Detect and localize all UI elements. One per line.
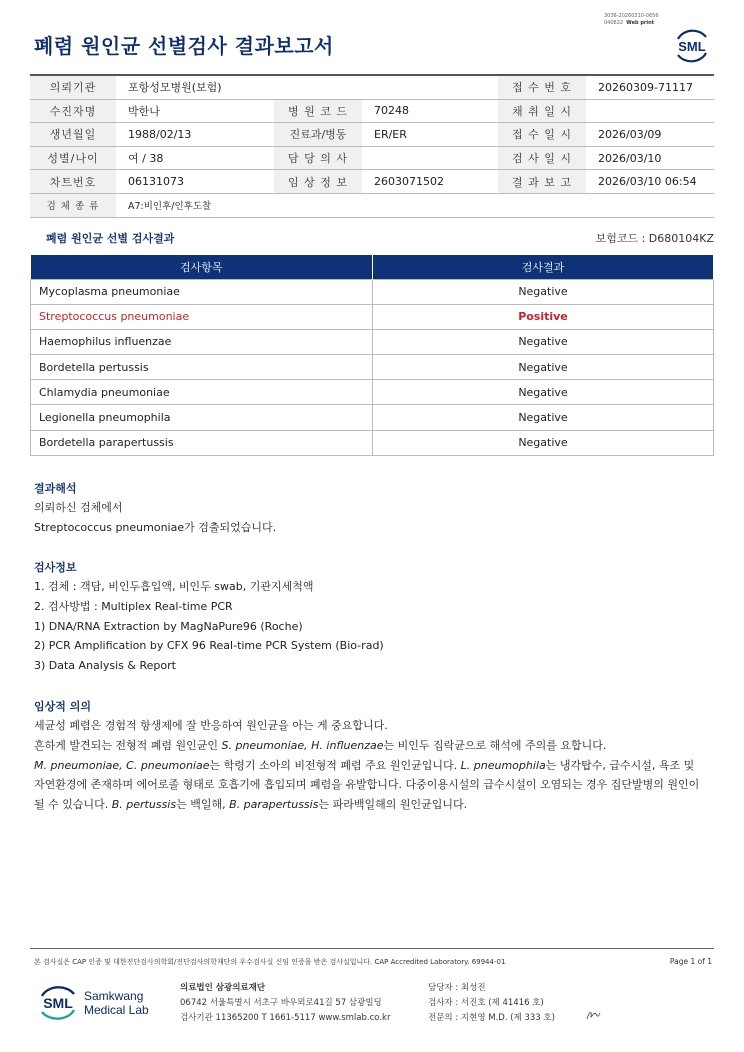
- test-item: Streptococcus pneumoniae: [31, 304, 373, 329]
- test-item: Bordetella parapertussis: [31, 430, 373, 455]
- value-chart-no: 06131073: [128, 175, 184, 189]
- test-result: Negative: [373, 380, 714, 405]
- label-clinical-info: 임 상 정 보: [274, 170, 362, 193]
- label-test-date: 검 사 일 시: [498, 147, 586, 170]
- test-info-text: 1. 검체 : 객담, 비인두흡입액, 비인두 swab, 기관지세척액 2. 검사방법 : Multiplex Real-time PCR 1) DNA/RNA Extraction by MagNaPure96 (Roche) 2) PCR Amplification by CFX 96 Real-time PCR System (Bio-rad) 3) Data Analysis & Report: [34, 580, 384, 673]
- label-department: 진료과/병동: [274, 123, 362, 146]
- label-sex-age: 성별/나이: [30, 147, 116, 170]
- test-item: Bordetella pertussis: [31, 355, 373, 380]
- staff-info: 담당자 : 최성진 검사자 : 서진호 (제 41416 호) 전문의 : 지현영 M.D. (제 333 호): [428, 983, 555, 1023]
- info-row: [30, 123, 714, 147]
- results-table: [30, 255, 714, 456]
- page-number: Page 1 of 1: [669, 957, 712, 966]
- results-header-row: [31, 255, 714, 279]
- accreditation-note: 본 검사실은 CAP 인증 및 대한진단검사의학회/진단검사의학재단의 우수검사실 신임 인증을 받은 검사실입니다. CAP Accredited Laboratory. 69944-01: [34, 958, 506, 966]
- corporation-info: 의료법인 삼광의료재단 06742 서울특별시 서초구 바우뫼로41길 57 삼광빌딩 검사기관 11365200 T 1661-5117 www.smlab.co.kr: [180, 983, 391, 1023]
- label-requesting-org: 의뢰기관: [30, 76, 116, 99]
- info-row: [30, 170, 714, 194]
- test-result: Negative: [373, 430, 714, 455]
- value-report-date: 2026/03/10 06:54: [598, 175, 697, 189]
- test-result: Negative: [373, 355, 714, 380]
- table-row: [31, 430, 714, 455]
- label-doctor: 담 당 의 사: [274, 147, 362, 170]
- header-test-result: 검사결과: [373, 255, 714, 279]
- value-requesting-org: 포항성모병원(보험): [128, 81, 222, 95]
- value-test-date: 2026/03/10: [598, 151, 662, 165]
- label-receipt-date: 접 수 일 시: [498, 123, 586, 146]
- table-row: [31, 405, 714, 430]
- info-row: [30, 100, 714, 124]
- value-sex-age: 여 / 38: [128, 152, 164, 166]
- insurance-code: 보험코드 : D680104KZ: [595, 232, 714, 245]
- header-test-item: 검사항목: [31, 255, 373, 279]
- test-result: Negative: [373, 329, 714, 354]
- value-patient-name: 박한나: [128, 104, 160, 118]
- patient-info-table: [30, 74, 714, 218]
- test-result: Negative: [373, 279, 714, 304]
- clinical-significance-title: 임상적 의의: [34, 700, 91, 713]
- logo-text: SML: [43, 995, 73, 1011]
- test-result-positive: Positive: [373, 304, 714, 329]
- signature-icon: [584, 1008, 602, 1022]
- value-doctor: [362, 147, 498, 170]
- label-specimen-type: 검 체 종 류: [30, 194, 116, 217]
- logo-text: SML: [678, 39, 706, 54]
- samkwang-logo-icon: [36, 982, 80, 1022]
- table-row: [31, 329, 714, 354]
- test-result: Negative: [373, 405, 714, 430]
- table-row: [31, 380, 714, 405]
- label-collection-date: 채 취 일 시: [498, 100, 586, 123]
- label-receipt-no: 접 수 번 호: [498, 76, 586, 99]
- value-receipt-no: 20260309-71117: [598, 80, 693, 94]
- test-item: Haemophilus influenzae: [31, 329, 373, 354]
- value-department: ER/ER: [374, 127, 407, 141]
- value-birthdate: 1988/02/13: [128, 127, 192, 141]
- label-birthdate: 생년월일: [30, 123, 116, 146]
- test-item: Legionella pneumophila: [31, 405, 373, 430]
- label-hospital-code: 병 원 코 드: [274, 100, 362, 123]
- label-report-date: 결 과 보 고: [498, 170, 586, 193]
- footer-divider: [30, 948, 714, 949]
- interpretation-text: 의뢰하신 검체에서 Streptococcus pneumoniae가 검출되었습니다.: [34, 501, 277, 534]
- table-row: [31, 355, 714, 380]
- label-patient-name: 수진자명: [30, 100, 116, 123]
- value-receipt-date: 2026/03/09: [598, 127, 662, 141]
- info-row: [30, 76, 714, 100]
- interpretation-title: 결과해석: [34, 482, 77, 495]
- info-row: [30, 194, 714, 218]
- table-row: [31, 279, 714, 304]
- value-clinical-info: 2603071502: [374, 175, 444, 189]
- table-row: [31, 304, 714, 329]
- results-section-title: 폐렴 원인균 선별 검사결과: [46, 232, 175, 245]
- samkwang-logo-text: Samkwang Medical Lab: [84, 989, 149, 1017]
- info-row: [30, 147, 714, 171]
- value-specimen-type: A7:비인후/인후도찰: [128, 201, 212, 213]
- sml-logo-icon: [672, 26, 712, 64]
- test-item: Chlamydia pneumoniae: [31, 380, 373, 405]
- value-collection-date: [586, 100, 598, 123]
- value-hospital-code: 70248: [374, 104, 409, 118]
- clinical-significance-text: 세균성 폐렴은 경험적 항생제에 잘 반응하여 원인균을 아는 게 중요합니다. 흔하게 발견되는 전형적 폐렴 원인균인 S. pneumoniae, H. influenzae는 비인두 집락균으로 해석에 주의를 요합니다. M. pneumoniae, C. pneumoniae는 학령기 소아의 비전형적 폐렴 주요 원인균입니다. L. pneumophila는 냉각탑수, 급수시설, 욕조 및 자연환경에 존재하며 에어로졸 형태로 호흡기에 흡입되며 폐렴을 유발합니다. 다중이용시설의 급수시설이 오염되는 경우 집단발병의 원인이 될 수 있습니다. B. pertussis는 백일해, B. parapertussis는 파라백일해의 원인균입니다.: [34, 719, 700, 812]
- test-item: Mycoplasma pneumoniae: [31, 279, 373, 304]
- label-chart-no: 차트번호: [30, 170, 116, 193]
- document-id: 3036-20260310-0656 040822 Web print: [604, 13, 659, 26]
- test-info-title: 검사정보: [34, 561, 77, 574]
- report-title: 폐렴 원인균 선별검사 결과보고서: [34, 34, 334, 58]
